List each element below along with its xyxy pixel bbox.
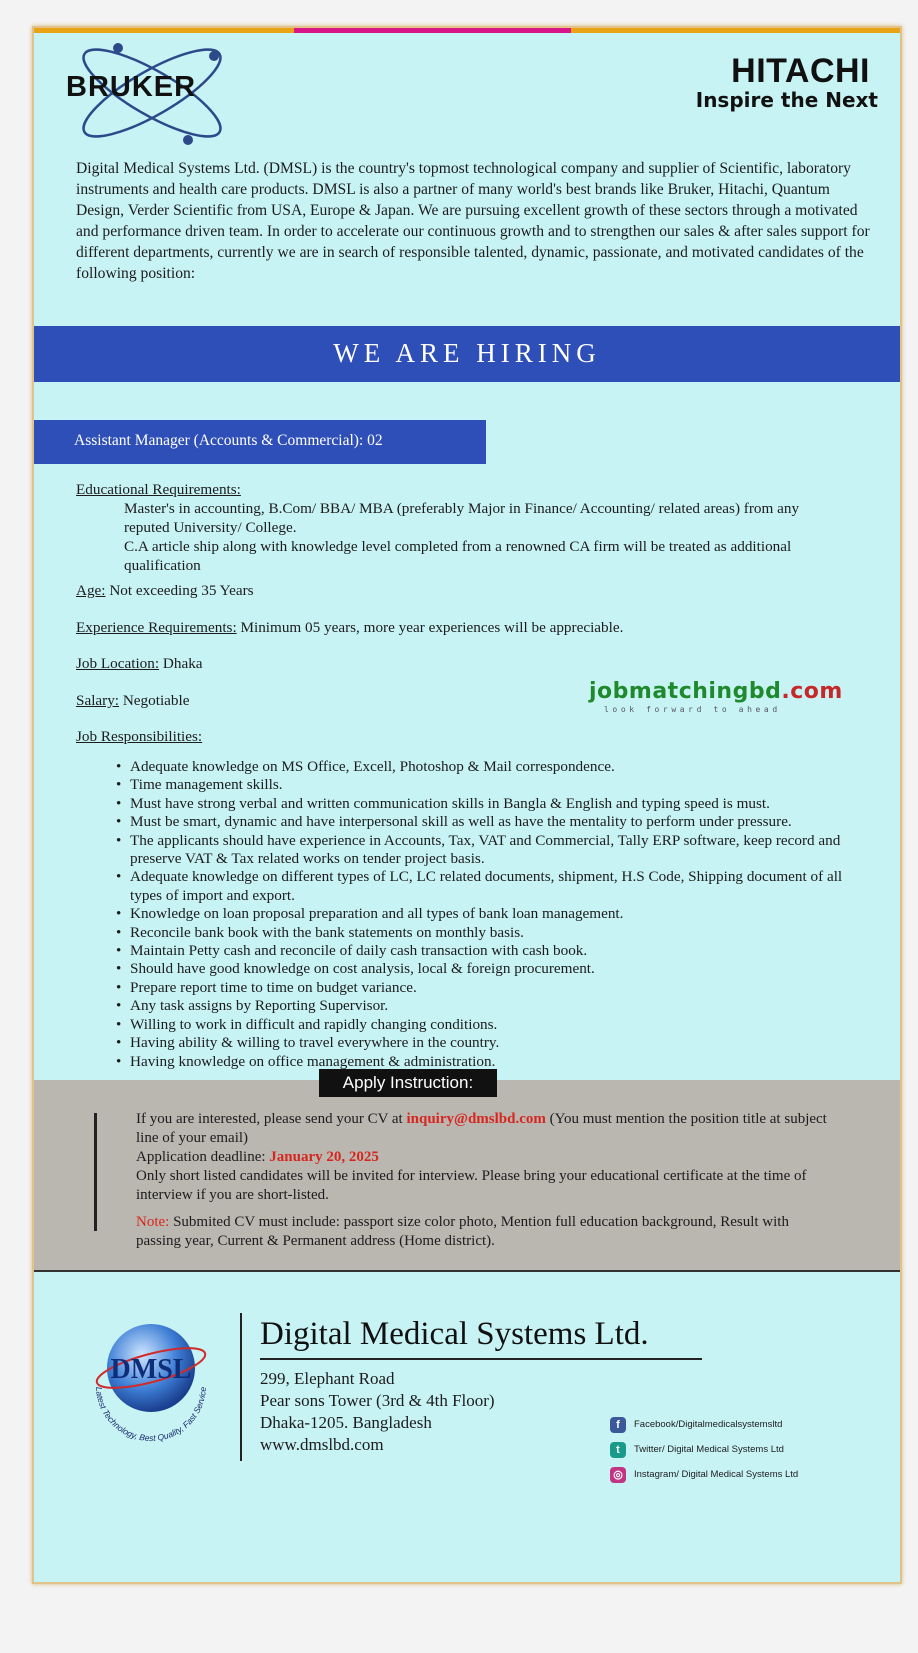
bruker-logo-text: BRUKER [66,71,197,103]
salary-value: Negotiable [122,692,190,709]
apply-shortlist-text: Only short listed candidates will be invited for interview. Please bring your educational certificate at the time of interview if you are short-listed. [136,1168,807,1203]
responsibility-item: • The applicants should have experience in Accounts, Tax, VAT and Commercial, Tally ERP software, keep record and preserve VAT & Tax related works on tender project basis. [116,832,856,869]
dmsl-logo-slogan: Latest Technology, Best Quality, Fast Service [93,1386,209,1443]
responsibilities-label: Job Responsibilities: [76,728,203,745]
note-text: Submited CV must include: passport size color photo, Mention full education background, Result with passing year, Current & Permanent address (Home district). [136,1214,789,1249]
instagram-text: Instagram/ Digital Medical Systems Ltd [634,1468,799,1480]
dmsl-globe-logo-icon [76,1308,226,1458]
position-title: Assistant Manager (Accounts & Commercial): 02 [74,432,383,449]
location-value: Dhaka [162,655,203,672]
hiring-title: WE ARE HIRING [333,338,601,368]
deadline-date: January 20, 2025 [269,1149,379,1165]
company-intro-paragraph: Digital Medical Systems Ltd. (DMSL) is the country's topmost technological company and supplier of Scientific, laboratory instruments and health care products. DMSL is also a partner of many world's best brands like Bruker, Hitachi, Quantum Design, Verder Scientific from USA, Europe & Japan. We are pursuing excellent growth of these sectors through a motivated and performance driven team. In order to accelerate our continuous growth and to strengthen our sales & after sales support for different departments, currently we are in search of responsible talented, dynamic, passionate, and motivated candidates of the following position: [76,160,870,282]
salary-label: Salary: [76,692,120,709]
watermark-name: jobmatchingbd [589,679,782,704]
responsibility-item: • Knowledge on loan proposal preparation and all types of bank loan management. [116,905,856,923]
hitachi-tagline: Inspire the Next [695,88,878,112]
apply-instruction-title: Apply Instruction: [319,1069,497,1097]
responsibility-item: • Adequate knowledge on MS Office, Excell, Photoshop & Mail correspondence. [116,758,856,776]
company-name: Digital Medical Systems Ltd. [260,1316,649,1352]
responsibility-item: • Prepare report time to time on budget variance. [116,979,856,997]
address-line: Pear sons Tower (3rd & 4th Floor) [260,1391,495,1410]
apply-instructions [136,1110,836,1251]
responsibility-item: • Having knowledge on office management & administration. [116,1053,856,1071]
location-label: Job Location: [76,655,160,672]
facebook-icon: f [610,1417,626,1433]
jobmatchingbd-watermark [589,679,843,704]
experience-value: Minimum 05 years, more year experiences will be appreciable. [240,619,624,636]
experience-row [76,618,623,637]
company-address [260,1368,495,1456]
age-label: Age: [76,582,106,599]
apply-note [136,1213,836,1251]
footer-vertical-rule [240,1313,242,1461]
location-row [76,654,203,673]
apply-deadline-row [136,1148,836,1167]
social-links [610,1412,798,1487]
facebook-text: Facebook/Digitalmedicalsystemsltd [634,1418,783,1430]
job-advert-card [32,26,902,1584]
address-line: 299, Elephant Road [260,1369,395,1388]
twitter-icon: t [610,1442,626,1458]
website-link[interactable]: www.dmslbd.com [260,1435,384,1454]
note-label: Note: [136,1214,170,1230]
deadline-label: Application deadline: [136,1149,270,1165]
education-requirements [124,499,844,575]
company-underline [260,1358,702,1360]
social-instagram[interactable] [610,1462,798,1487]
watermark-domain: .com [781,679,843,704]
social-facebook[interactable] [610,1412,798,1437]
dmsl-logo-text: DMSL [110,1354,192,1385]
apply-cv-subject-text: (You must mention the position title at subject line of your email) [136,1111,827,1146]
responsibility-item: • Having ability & willing to travel everywhere in the country. [116,1034,856,1052]
responsibility-item: • Reconcile bank book with the bank statements on monthly basis. [116,924,856,942]
responsibility-item: • Any task assigns by Reporting Supervisor. [116,997,856,1015]
age-row [76,581,254,600]
education-item: Master's in accounting, B.Com/ BBA/ MBA (preferably Major in Finance/ Accounting/ related areas) from any reputed University/ College. [124,500,800,536]
salary-row [76,691,189,710]
responsibility-item: • Maintain Petty cash and reconcile of daily cash transaction with cash book. [116,942,856,960]
responsibility-item: • Time management skills. [116,776,856,794]
watermark-tagline: look forward to ahead [604,705,781,714]
apply-email-link[interactable]: inquiry@dmslbd.com [406,1111,546,1127]
social-twitter[interactable] [610,1437,798,1462]
hitachi-logo: HITACHI [731,52,870,90]
responsibility-item: • Must have strong verbal and written communication skills in Bangla & English and typing speed is must. [116,795,856,813]
education-item: C.A article ship along with knowledge level completed from a renowned CA firm will be treated as additional qualification [124,538,792,574]
top-color-stripe [34,28,900,33]
address-line: Dhaka-1205. Bangladesh [260,1413,432,1432]
responsibility-item: • Must be smart, dynamic and have interpersonal skill as well as have the mentality to perform under pressure. [116,813,856,831]
responsibility-item: • Willing to work in difficult and rapidly changing conditions. [116,1016,856,1034]
apply-line-cv [136,1110,836,1148]
age-value: Not exceeding 35 Years [109,582,254,599]
responsibility-item: • Should have good knowledge on cost analysis, local & foreign procurement. [116,960,856,978]
apply-side-bar [94,1113,97,1231]
experience-label: Experience Requirements: [76,619,237,636]
footer-divider [34,1270,900,1272]
responsibility-item: • Adequate knowledge on different types of LC, LC related documents, shipment, H.S Code, Shipping document of all types of import and export. [116,868,856,905]
responsibilities-list [104,758,856,1071]
twitter-text: Twitter/ Digital Medical Systems Ltd [634,1443,784,1455]
instagram-icon: ◎ [610,1467,626,1483]
education-label: Educational Requirements: [76,481,241,498]
apply-cv-text: If you are interested, please send your CV at [136,1111,407,1127]
